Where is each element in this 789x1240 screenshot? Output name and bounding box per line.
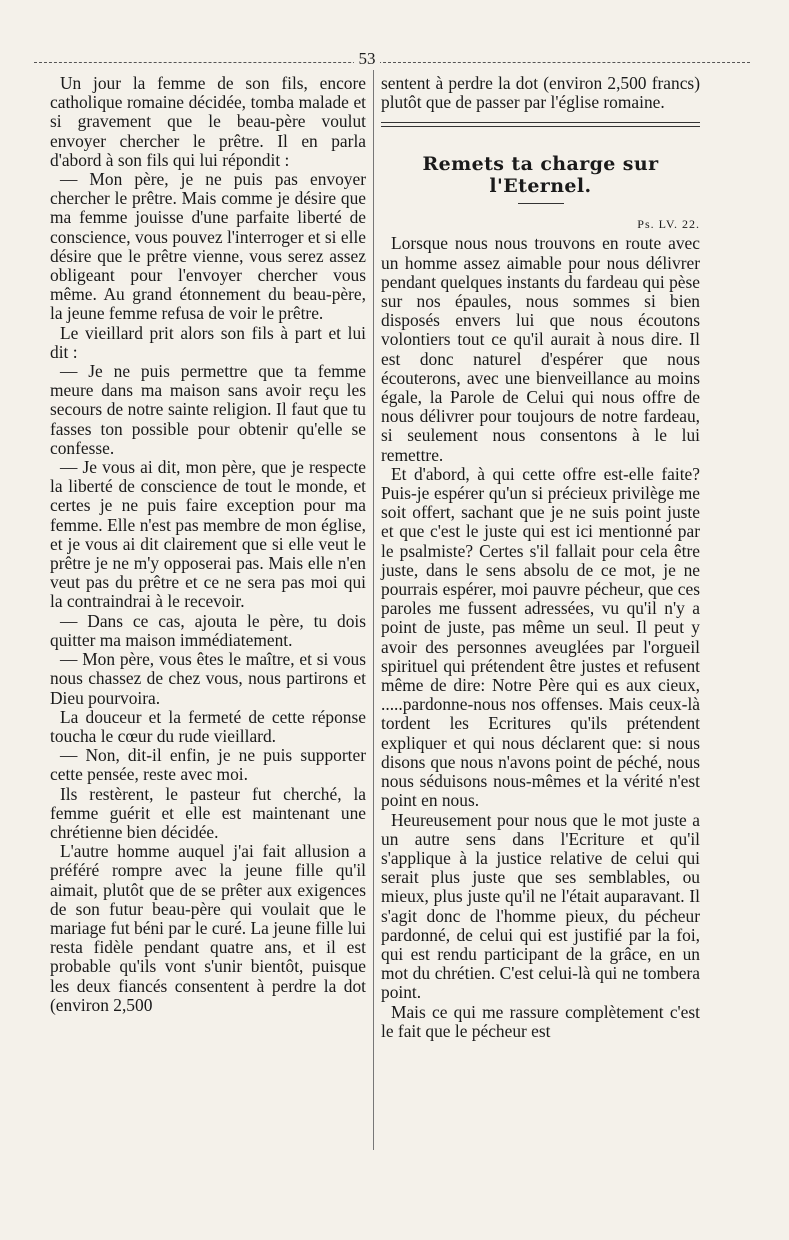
paragraph: L'autre homme auquel j'ai fait allusion a préféré rompre avec la jeune fille qu'il aimait, plutôt que de se prêter aux exigences de son futur beau-père qui voulait que le mariage fut béni par le curé. La jeune fille lui resta fidèle pendant quatre ans, et il est probable qu'ils vont s'unir bientôt, puisque les deux fiancés consentent à perdre la dot (environ 2,500 bbox=[50, 841, 366, 1015]
paragraph: Mais ce qui me rassure complètement c'est le fait que le pécheur est bbox=[381, 1001, 700, 1041]
paragraph: — Dans ce cas, ajouta le père, tu dois quitter ma maison immédiatement. bbox=[50, 610, 366, 650]
left-column bbox=[50, 74, 366, 1015]
paragraph: — Mon père, vous êtes le maître, et si vous nous chassez de chez vous, nous partirons et Dieu pourvoira. bbox=[50, 649, 366, 708]
paragraph-continued: sentent à perdre la dot (environ 2,500 francs) plutôt que de passer par l'église romaine. bbox=[381, 73, 700, 113]
paragraph: — Je vous ai dit, mon père, que je respecte la liberté de conscience de tout le monde, et certes je ne puis faire exception pour ma femme. Elle n'est pas membre de mon église, et je vous ai dit clairement que si elle veut le prêtre je ne m'y opposerai pas. Mais elle n'en veut pas du prêtre et ce ne sera pas moi qui la contraindrai à le recevoir. bbox=[50, 457, 366, 612]
paragraph: — Mon père, je ne puis pas envoyer chercher le prêtre. Mais comme je désire que ma femme jouisse d'une parfaite liberté de conscience, vous pouvez l'interroger et si elle désire que le prêtre vienne, vous serez assez obligeant pour l'envoyer chercher vous même. Au grand étonnement du beau-père, la jeune femme refusa de voir le prêtre. bbox=[50, 169, 366, 324]
paragraph: Lorsque nous nous trouvons en route avec un homme assez aimable pour nous délivrer pendant quelques instants du fardeau qui pèse sur nos épaules, nous sommes si bien disposés envers lui que nous écoutons volontiers tout ce qu'il aurait à nous dire. Il est donc naturel d'espérer que nous écouterons, avec une bienveillance au moins égale, la Parole de Celui qui nous offre de nous délivrer pour toujours de notre fardeau, si seulement nous consentons à le lui remettre. bbox=[381, 233, 700, 465]
header-rule bbox=[34, 62, 750, 63]
scripture-reference: Ps. LV. 22. bbox=[637, 217, 700, 232]
paragraph: Un jour la femme de son fils, encore catholique romaine décidée, tomba malade et si gravement que le beau-père voulut envoyer chercher le prêtre. Il en parla d'abord à son fils qui lui répondit : bbox=[50, 73, 366, 170]
page-number: 53 bbox=[354, 48, 380, 70]
column-divider bbox=[373, 70, 374, 1150]
title-underline bbox=[518, 203, 564, 204]
paragraph: — Non, dit-il enfin, je ne puis supporter cette pensée, reste avec moi. bbox=[50, 745, 366, 785]
section-title: Remets ta charge sur l'Eternel. bbox=[422, 153, 659, 198]
paragraph: Heureusement pour nous que le mot juste a un autre sens dans l'Ecriture et qu'il s'applique à la justice relative de celui qui serait plus juste que ses semblables, ou mieux, plus juste qu'il ne l'était auparavant. Il s'agit donc de l'homme pieux, du pécheur pardonné, de celui qui est justifié par la foi, qui est rendu participant de la grâce, en un mot du chrétien. C'est celui-là qui ne tombera point. bbox=[381, 809, 700, 1003]
paragraph: — Je ne puis permettre que ta femme meure dans ma maison sans avoir reçu les secours de notre sainte religion. Il faut que tu fasses ton possible pour obtenir qu'elle se confesse. bbox=[50, 361, 366, 458]
paragraph: Le vieillard prit alors son fils à part et lui dit : bbox=[50, 322, 366, 362]
paragraph: Et d'abord, à qui cette offre est-elle faite? Puis-je espérer qu'un si précieux privilège me soit offert, sachant que je ne suis point juste et que c'est le juste qui est ici mentionné par le psalmiste? Certes s'il fallait pour cela être juste, dans le sens absolu de ce mot, je ne pourrais espérer, moi pauvre pécheur, que ces paroles me fussent adressées, vu qu'il n'y a point de juste, pas même un seul. Il peut y avoir des personnes aveuglées par l'orgueil spirituel qui prétendent être justes et refusent même de dire: Notre Père qui es aux cieux, .....pardonne-nous nos offenses. Mais ceux-là tordent les Ecritures qu'ils prétendent expliquer et qui nous déclarent que: si nous disons que nous n'avons point de péché, nous nous séduisons nous-mêmes et la vérité n'est point en nous. bbox=[381, 463, 700, 811]
paragraph: La douceur et la fermeté de cette réponse toucha le cœur du rude vieillard. bbox=[50, 706, 366, 746]
section-divider bbox=[381, 122, 700, 127]
right-column bbox=[381, 74, 700, 1041]
paragraph: Ils restèrent, le pasteur fut cherché, la femme guérit et elle est maintenant une chrétienne bien décidée. bbox=[50, 783, 366, 842]
